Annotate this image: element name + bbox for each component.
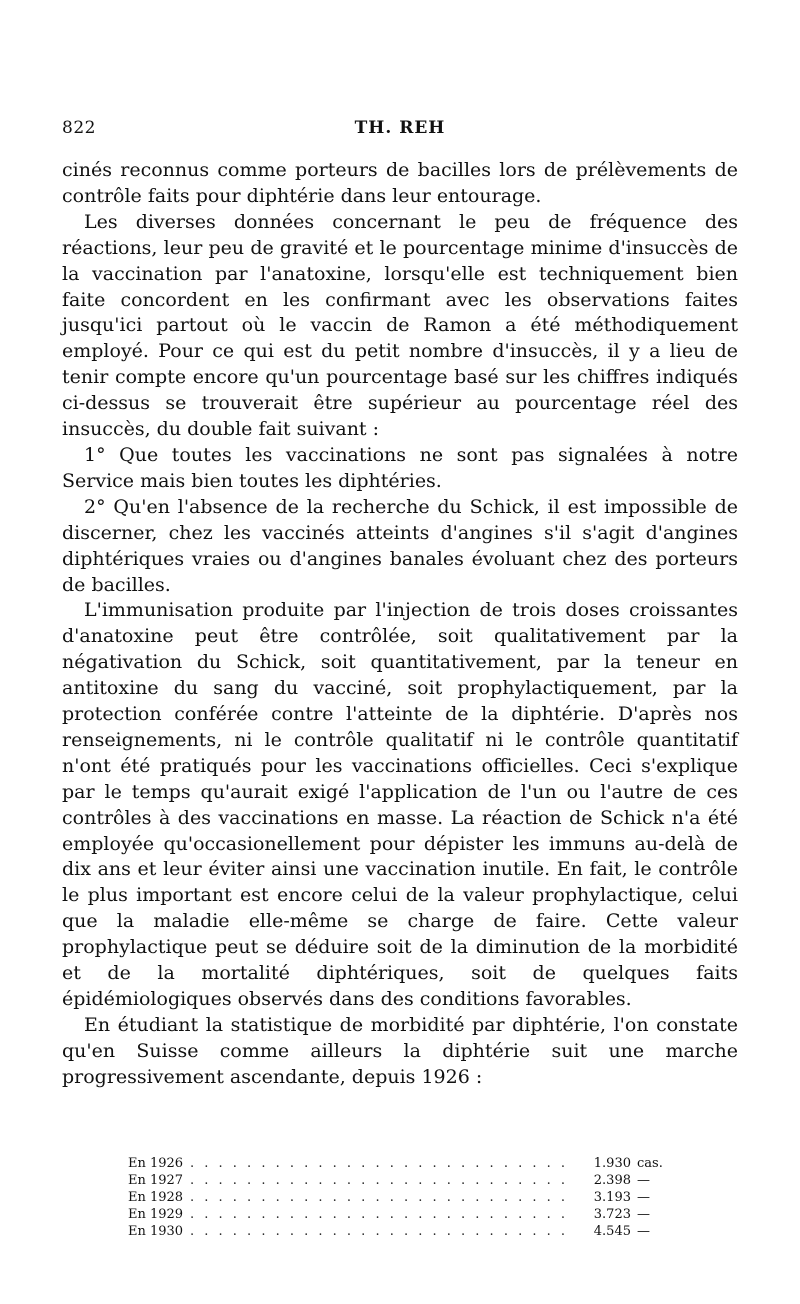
diphtheria-statistics-table bbox=[128, 1155, 673, 1240]
stat-value: 3.193 bbox=[593, 1190, 631, 1205]
stat-year: En 1926 bbox=[128, 1156, 184, 1171]
stat-value: 3.723 bbox=[593, 1207, 631, 1222]
stat-unit: cas. bbox=[637, 1156, 663, 1171]
stat-row bbox=[128, 1155, 673, 1172]
stat-value: 2.398 bbox=[593, 1173, 631, 1188]
running-title: TH. REH bbox=[354, 118, 446, 138]
stat-unit: — bbox=[637, 1207, 650, 1222]
dot-leader bbox=[190, 1223, 569, 1240]
stat-year: En 1929 bbox=[128, 1207, 184, 1222]
paragraph: 2° Qu'en l'absence de la recherche du Schick, il est impossible de discerner, chez les vaccinés atteints d'angines s'il s'agit d'angines diphtériques vraies ou d'angines banales évoluant chez des porteurs de bacilles. bbox=[62, 495, 738, 596]
stat-row bbox=[128, 1189, 673, 1206]
stat-year: En 1928 bbox=[128, 1190, 184, 1205]
page-header bbox=[62, 118, 738, 142]
stat-value: 1.930 bbox=[593, 1156, 631, 1171]
page-number: 822 bbox=[62, 118, 96, 138]
stat-row bbox=[128, 1172, 673, 1189]
stat-row bbox=[128, 1223, 673, 1240]
stat-year: En 1927 bbox=[128, 1173, 184, 1188]
stat-unit: — bbox=[637, 1190, 650, 1205]
paragraph: En étudiant la statistique de morbidité par diphtérie, l'on constate qu'en Suisse comme ailleurs la diphtérie suit une marche progressivement ascendante, depuis 1926 : bbox=[62, 1013, 738, 1088]
paragraph: L'immunisation produite par l'injection de trois doses croissantes d'anatoxine peut être contrôlée, soit qualitativement par la négativation du Schick, soit quantitativement, par la teneur en antitoxine du sang du vacciné, soit prophylactiquement, par la protection conférée contre l'atteinte de la diphtérie. D'après nos renseignements, ni le contrôle qualitatif ni le contrôle quantitatif n'ont été pratiqués pour les vaccinations officielles. Ceci s'explique par le temps qu'aurait exigé l'application de l'un ou l'autre de ces contrôles à des vaccinations en masse. La réaction de Schick n'a été employée qu'occasionellement pour dépister les immuns au-delà de dix ans et leur éviter ainsi une vaccination inutile. En fait, le contrôle le plus important est encore celui de la valeur prophylactique, celui que la maladie elle-même se charge de faire. Cette valeur prophylactique peut se déduire soit de la diminution de la morbidité et de la mortalité diphtériques, soit de quelques faits épidémiologiques observés dans des conditions favorables. bbox=[62, 599, 738, 1010]
dot-leader bbox=[190, 1189, 569, 1206]
dot-leader bbox=[190, 1206, 569, 1223]
stat-unit: — bbox=[637, 1224, 650, 1239]
paragraph: Les diverses données concernant le peu de fréquence des réactions, leur peu de gravité et le pourcentage minime d'insuccès de la vaccination par l'anatoxine, lorsqu'elle est techniquement bien faite concordent en les confirmant avec les observations faites jusqu'ici partout où le vaccin de Ramon a été méthodiquement employé. Pour ce qui est du petit nombre d'insuccès, il y a lieu de tenir compte encore qu'un pourcentage basé sur les chiffres indiqués ci-dessus se trouverait être supérieur au pourcentage réel des insuccès, du double fait suivant : bbox=[62, 210, 738, 441]
stat-row bbox=[128, 1206, 673, 1223]
stat-year: En 1930 bbox=[128, 1224, 184, 1239]
stat-unit: — bbox=[637, 1173, 650, 1188]
stat-value: 4.545 bbox=[593, 1224, 631, 1239]
body-text bbox=[62, 158, 738, 1091]
paragraph: 1° Que toutes les vaccinations ne sont pas signalées à notre Service mais bien toutes les diphtéries. bbox=[62, 443, 738, 492]
dot-leader bbox=[190, 1155, 569, 1172]
dot-leader bbox=[190, 1172, 569, 1189]
paragraph: cinés reconnus comme porteurs de bacilles lors de prélèvements de contrôle faits pour diphtérie dans leur entourage. bbox=[62, 159, 738, 207]
